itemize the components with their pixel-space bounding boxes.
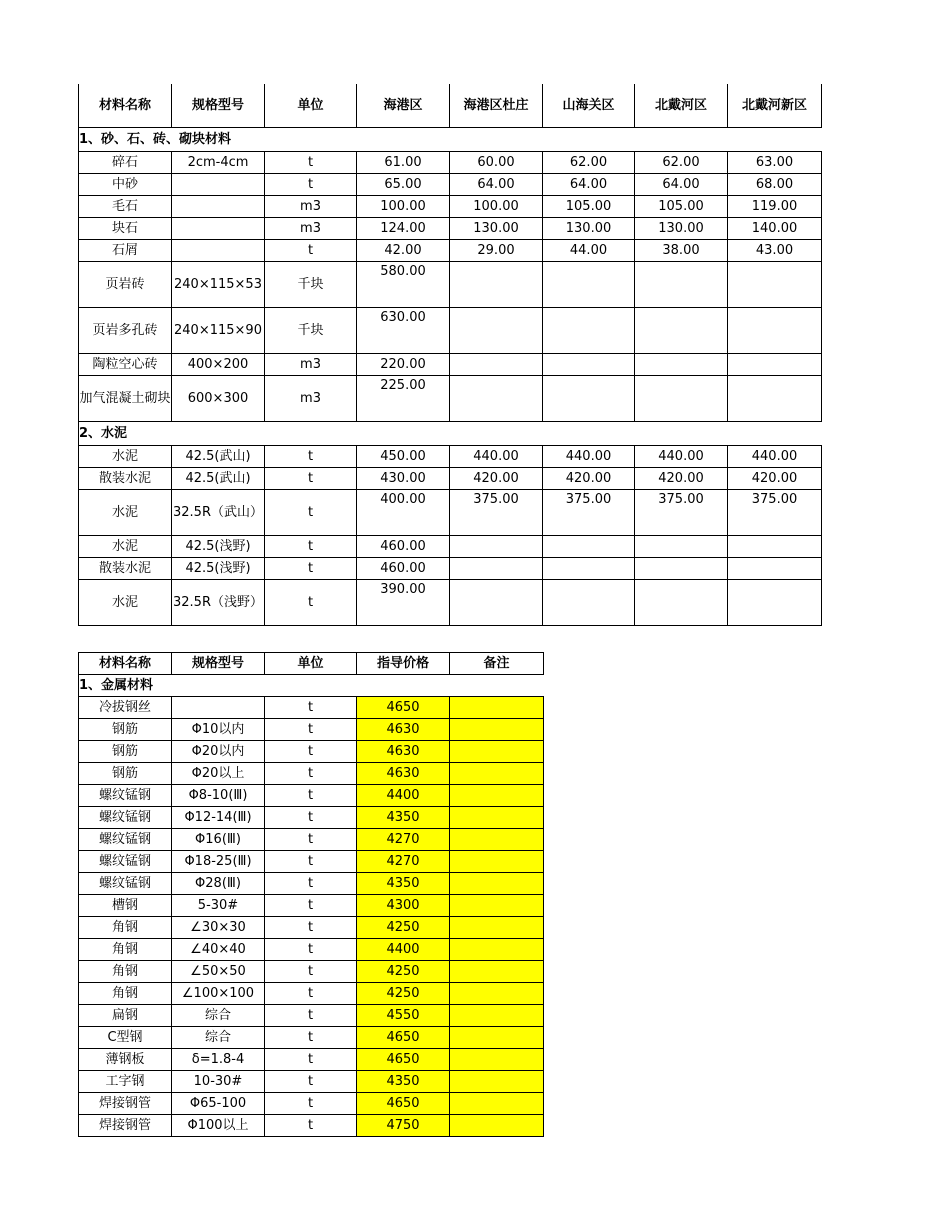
column-header: 规格型号 bbox=[172, 653, 265, 675]
table-cell bbox=[450, 917, 544, 939]
section-row bbox=[79, 128, 822, 152]
table-cell: 32.5R（浅野） bbox=[172, 580, 265, 626]
table-row bbox=[79, 308, 822, 354]
table-cell bbox=[450, 939, 544, 961]
table-cell: 4250 bbox=[357, 961, 450, 983]
table-cell bbox=[728, 262, 822, 308]
table-cell: Φ28(Ⅲ) bbox=[172, 873, 265, 895]
table-cell bbox=[450, 763, 544, 785]
table-cell: 420.00 bbox=[728, 468, 822, 490]
table-cell: Φ10以内 bbox=[172, 719, 265, 741]
column-header: 单位 bbox=[265, 653, 357, 675]
table-cell: 4270 bbox=[357, 851, 450, 873]
table-cell: 角钢 bbox=[79, 983, 172, 1005]
column-header: 材料名称 bbox=[79, 653, 172, 675]
table-cell bbox=[543, 308, 635, 354]
table-cell: 页岩多孔砖 bbox=[79, 308, 172, 354]
table-cell: 375.00 bbox=[543, 490, 635, 536]
table-cell: t bbox=[265, 873, 357, 895]
table-cell: ∠30×30 bbox=[172, 917, 265, 939]
table-cell: 124.00 bbox=[357, 218, 450, 240]
table-cell: 4300 bbox=[357, 895, 450, 917]
table-cell: 65.00 bbox=[357, 174, 450, 196]
column-header: 单位 bbox=[265, 84, 357, 128]
table-header-row bbox=[79, 84, 822, 128]
table-cell bbox=[635, 558, 728, 580]
table-cell: 105.00 bbox=[635, 196, 728, 218]
table-row bbox=[79, 895, 544, 917]
table-row bbox=[79, 580, 822, 626]
table-cell: t bbox=[265, 719, 357, 741]
table-cell: ∠100×100 bbox=[172, 983, 265, 1005]
table-row bbox=[79, 468, 822, 490]
table-cell bbox=[450, 262, 543, 308]
table-cell bbox=[450, 895, 544, 917]
table-cell: 4250 bbox=[357, 983, 450, 1005]
table-cell bbox=[450, 719, 544, 741]
table-cell: 碎石 bbox=[79, 152, 172, 174]
table-cell: 62.00 bbox=[635, 152, 728, 174]
table-row bbox=[79, 763, 544, 785]
table-cell: Φ100以上 bbox=[172, 1115, 265, 1137]
table-cell: 4400 bbox=[357, 785, 450, 807]
table-row bbox=[79, 961, 544, 983]
table-cell: 130.00 bbox=[543, 218, 635, 240]
table-cell: 60.00 bbox=[450, 152, 543, 174]
table-cell: 64.00 bbox=[543, 174, 635, 196]
table-cell bbox=[635, 308, 728, 354]
table-cell: 散装水泥 bbox=[79, 468, 172, 490]
table-cell bbox=[450, 558, 543, 580]
table-row bbox=[79, 1027, 544, 1049]
table-row bbox=[79, 354, 822, 376]
table-cell: 63.00 bbox=[728, 152, 822, 174]
table-cell bbox=[450, 1115, 544, 1137]
table-cell: t bbox=[265, 490, 357, 536]
table-cell bbox=[450, 785, 544, 807]
table-cell: 石屑 bbox=[79, 240, 172, 262]
table-cell bbox=[543, 354, 635, 376]
table-row bbox=[79, 697, 544, 719]
table-cell: t bbox=[265, 1005, 357, 1027]
table-cell bbox=[450, 829, 544, 851]
table-cell: 225.00 bbox=[357, 376, 450, 422]
table-row bbox=[79, 807, 544, 829]
table-cell: m3 bbox=[265, 354, 357, 376]
table-cell bbox=[543, 536, 635, 558]
table-cell: t bbox=[265, 807, 357, 829]
table-cell: 水泥 bbox=[79, 536, 172, 558]
table-cell: 4750 bbox=[357, 1115, 450, 1137]
table-cell: Φ16(Ⅲ) bbox=[172, 829, 265, 851]
guide-price-table bbox=[78, 652, 544, 1137]
table-cell: 375.00 bbox=[728, 490, 822, 536]
table-cell: 240×115×90 bbox=[172, 308, 265, 354]
table-cell bbox=[450, 873, 544, 895]
table-cell: 焊接钢管 bbox=[79, 1115, 172, 1137]
table-cell: 440.00 bbox=[635, 446, 728, 468]
table-cell: 43.00 bbox=[728, 240, 822, 262]
table-cell: 400×200 bbox=[172, 354, 265, 376]
table-row bbox=[79, 446, 822, 468]
table-cell: ∠50×50 bbox=[172, 961, 265, 983]
table-cell: 64.00 bbox=[635, 174, 728, 196]
table-cell bbox=[450, 354, 543, 376]
table-cell bbox=[172, 240, 265, 262]
table-cell: 630.00 bbox=[357, 308, 450, 354]
table-cell bbox=[728, 376, 822, 422]
table-cell bbox=[635, 354, 728, 376]
table-row bbox=[79, 741, 544, 763]
table-cell: t bbox=[265, 152, 357, 174]
table-cell bbox=[728, 536, 822, 558]
table-row bbox=[79, 1049, 544, 1071]
table-cell: 4270 bbox=[357, 829, 450, 851]
section-row bbox=[79, 422, 822, 446]
table-cell bbox=[450, 1071, 544, 1093]
table-cell bbox=[450, 376, 543, 422]
table-cell bbox=[450, 697, 544, 719]
table-cell bbox=[450, 983, 544, 1005]
table-cell: t bbox=[265, 939, 357, 961]
table-cell: 页岩砖 bbox=[79, 262, 172, 308]
table-cell bbox=[728, 580, 822, 626]
column-header: 规格型号 bbox=[172, 84, 265, 128]
table-cell: 螺纹锰钢 bbox=[79, 851, 172, 873]
table-cell bbox=[450, 1049, 544, 1071]
table-cell: t bbox=[265, 851, 357, 873]
table-cell: t bbox=[265, 697, 357, 719]
table-cell: 陶粒空心砖 bbox=[79, 354, 172, 376]
table-row bbox=[79, 376, 822, 422]
table-cell: 600×300 bbox=[172, 376, 265, 422]
table-cell bbox=[450, 308, 543, 354]
table-cell: 10-30# bbox=[172, 1071, 265, 1093]
table-cell: 水泥 bbox=[79, 446, 172, 468]
table-cell: 4650 bbox=[357, 697, 450, 719]
table-cell: 角钢 bbox=[79, 917, 172, 939]
table-cell: t bbox=[265, 917, 357, 939]
table-cell: 100.00 bbox=[450, 196, 543, 218]
table-cell bbox=[450, 1005, 544, 1027]
column-header: 北戴河新区 bbox=[728, 84, 822, 128]
table-row bbox=[79, 829, 544, 851]
table-cell: 68.00 bbox=[728, 174, 822, 196]
regional-price-table bbox=[78, 84, 822, 626]
table-row bbox=[79, 851, 544, 873]
table-cell: 420.00 bbox=[635, 468, 728, 490]
table-cell: 角钢 bbox=[79, 939, 172, 961]
table-cell: 4650 bbox=[357, 1027, 450, 1049]
table-cell bbox=[635, 580, 728, 626]
table-cell: δ=1.8-4 bbox=[172, 1049, 265, 1071]
table-cell bbox=[728, 558, 822, 580]
table-cell: C型钢 bbox=[79, 1027, 172, 1049]
table-cell: 4630 bbox=[357, 719, 450, 741]
table-cell: 220.00 bbox=[357, 354, 450, 376]
column-header: 备注 bbox=[450, 653, 544, 675]
table-cell: 32.5R（武山） bbox=[172, 490, 265, 536]
table-cell: 4400 bbox=[357, 939, 450, 961]
table-cell: 钢筋 bbox=[79, 763, 172, 785]
table-row bbox=[79, 719, 544, 741]
table-cell: t bbox=[265, 174, 357, 196]
table-cell: 冷拔钢丝 bbox=[79, 697, 172, 719]
table-cell: 钢筋 bbox=[79, 719, 172, 741]
table-cell: 430.00 bbox=[357, 468, 450, 490]
column-header: 材料名称 bbox=[79, 84, 172, 128]
table-cell: 62.00 bbox=[543, 152, 635, 174]
column-header: 指导价格 bbox=[357, 653, 450, 675]
table-cell: t bbox=[265, 1049, 357, 1071]
table-cell: 螺纹锰钢 bbox=[79, 829, 172, 851]
section-title: 2、水泥 bbox=[79, 422, 822, 446]
table-cell: 38.00 bbox=[635, 240, 728, 262]
table-row bbox=[79, 240, 822, 262]
table-cell bbox=[450, 536, 543, 558]
table-cell: 5-30# bbox=[172, 895, 265, 917]
table-cell: 千块 bbox=[265, 308, 357, 354]
table-cell: 4350 bbox=[357, 807, 450, 829]
table-row bbox=[79, 558, 822, 580]
table-cell bbox=[450, 851, 544, 873]
table-cell: 140.00 bbox=[728, 218, 822, 240]
table-cell: 29.00 bbox=[450, 240, 543, 262]
table-cell: 角钢 bbox=[79, 961, 172, 983]
table-row bbox=[79, 1005, 544, 1027]
table-cell: 61.00 bbox=[357, 152, 450, 174]
column-header: 海港区杜庄 bbox=[450, 84, 543, 128]
table-cell: 44.00 bbox=[543, 240, 635, 262]
column-header: 北戴河区 bbox=[635, 84, 728, 128]
table-cell: 42.5(武山) bbox=[172, 468, 265, 490]
table-cell: Φ8-10(Ⅲ) bbox=[172, 785, 265, 807]
table-cell: 散装水泥 bbox=[79, 558, 172, 580]
table-row bbox=[79, 939, 544, 961]
table-cell: 440.00 bbox=[543, 446, 635, 468]
table-cell: 4650 bbox=[357, 1049, 450, 1071]
table-cell: 4630 bbox=[357, 741, 450, 763]
table-cell: m3 bbox=[265, 196, 357, 218]
table-cell: 130.00 bbox=[635, 218, 728, 240]
table-cell: 加气混凝土砌块 bbox=[79, 376, 172, 422]
table-cell bbox=[543, 558, 635, 580]
table-row bbox=[79, 1093, 544, 1115]
table-cell: 400.00 bbox=[357, 490, 450, 536]
table-cell: m3 bbox=[265, 376, 357, 422]
table-cell: t bbox=[265, 240, 357, 262]
table-cell: Φ20以内 bbox=[172, 741, 265, 763]
table-cell: t bbox=[265, 895, 357, 917]
table-cell: 中砂 bbox=[79, 174, 172, 196]
table-cell: t bbox=[265, 983, 357, 1005]
table-cell: 毛石 bbox=[79, 196, 172, 218]
table-cell: 钢筋 bbox=[79, 741, 172, 763]
table-cell: 块石 bbox=[79, 218, 172, 240]
table-cell: 375.00 bbox=[635, 490, 728, 536]
table-cell: 119.00 bbox=[728, 196, 822, 218]
table-cell: 焊接钢管 bbox=[79, 1093, 172, 1115]
table-cell: 2cm-4cm bbox=[172, 152, 265, 174]
table-cell: t bbox=[265, 785, 357, 807]
table-cell: 4350 bbox=[357, 873, 450, 895]
table-cell bbox=[450, 1027, 544, 1049]
table-cell: 综合 bbox=[172, 1005, 265, 1027]
section-title: 1、砂、石、砖、砌块材料 bbox=[79, 128, 822, 152]
table-cell: 4630 bbox=[357, 763, 450, 785]
table-row bbox=[79, 218, 822, 240]
table-row bbox=[79, 873, 544, 895]
table-row bbox=[79, 785, 544, 807]
table-cell: 240×115×53 bbox=[172, 262, 265, 308]
table-row bbox=[79, 1071, 544, 1093]
table-cell: 440.00 bbox=[728, 446, 822, 468]
table-cell: ∠40×40 bbox=[172, 939, 265, 961]
table-cell: 390.00 bbox=[357, 580, 450, 626]
table-cell: t bbox=[265, 829, 357, 851]
table-cell bbox=[635, 262, 728, 308]
table-cell: 42.5(浅野) bbox=[172, 536, 265, 558]
table-row bbox=[79, 536, 822, 558]
table-cell: 460.00 bbox=[357, 558, 450, 580]
table-cell: 千块 bbox=[265, 262, 357, 308]
table-cell: 4550 bbox=[357, 1005, 450, 1027]
table-cell: Φ65-100 bbox=[172, 1093, 265, 1115]
table-cell: 64.00 bbox=[450, 174, 543, 196]
section-title: 1、金属材料 bbox=[79, 675, 544, 697]
table-cell: 450.00 bbox=[357, 446, 450, 468]
table-cell bbox=[172, 218, 265, 240]
table-cell: t bbox=[265, 580, 357, 626]
table-cell: Φ12-14(Ⅲ) bbox=[172, 807, 265, 829]
table-cell: t bbox=[265, 741, 357, 763]
table-cell bbox=[450, 807, 544, 829]
table-cell bbox=[450, 580, 543, 626]
table-cell: Φ18-25(Ⅲ) bbox=[172, 851, 265, 873]
table-cell: 槽钢 bbox=[79, 895, 172, 917]
table-row bbox=[79, 1115, 544, 1137]
table-cell: m3 bbox=[265, 218, 357, 240]
table-cell: 4650 bbox=[357, 1093, 450, 1115]
table-cell bbox=[543, 262, 635, 308]
table-row bbox=[79, 983, 544, 1005]
table-cell bbox=[543, 376, 635, 422]
table-cell bbox=[172, 174, 265, 196]
section-row bbox=[79, 675, 544, 697]
table-cell: 100.00 bbox=[357, 196, 450, 218]
table-cell: 扁钢 bbox=[79, 1005, 172, 1027]
table-cell: 水泥 bbox=[79, 490, 172, 536]
table-row bbox=[79, 262, 822, 308]
table-row bbox=[79, 152, 822, 174]
table-cell bbox=[635, 376, 728, 422]
table-cell: 综合 bbox=[172, 1027, 265, 1049]
table-cell bbox=[450, 1093, 544, 1115]
table-row bbox=[79, 174, 822, 196]
table-cell: Φ20以上 bbox=[172, 763, 265, 785]
table-cell: 薄钢板 bbox=[79, 1049, 172, 1071]
table-cell bbox=[635, 536, 728, 558]
table-cell: t bbox=[265, 1093, 357, 1115]
table-cell: 水泥 bbox=[79, 580, 172, 626]
table-cell: t bbox=[265, 468, 357, 490]
table-cell bbox=[450, 741, 544, 763]
table-cell: t bbox=[265, 446, 357, 468]
table-cell: t bbox=[265, 1027, 357, 1049]
table-cell: 460.00 bbox=[357, 536, 450, 558]
table-cell: 42.00 bbox=[357, 240, 450, 262]
table-cell bbox=[728, 308, 822, 354]
table-cell: 105.00 bbox=[543, 196, 635, 218]
table-row bbox=[79, 917, 544, 939]
table-cell: 42.5(武山) bbox=[172, 446, 265, 468]
table-cell: 螺纹锰钢 bbox=[79, 873, 172, 895]
table-cell bbox=[450, 961, 544, 983]
table-cell: 375.00 bbox=[450, 490, 543, 536]
table-cell: 螺纹锰钢 bbox=[79, 785, 172, 807]
table-cell: t bbox=[265, 961, 357, 983]
table-cell bbox=[172, 196, 265, 218]
table-cell: t bbox=[265, 1071, 357, 1093]
table-cell bbox=[728, 354, 822, 376]
table-cell: 4250 bbox=[357, 917, 450, 939]
table-cell: 130.00 bbox=[450, 218, 543, 240]
table-cell: 工字钢 bbox=[79, 1071, 172, 1093]
table-cell: t bbox=[265, 763, 357, 785]
table-cell bbox=[172, 697, 265, 719]
table-cell: 420.00 bbox=[543, 468, 635, 490]
table-cell: 4350 bbox=[357, 1071, 450, 1093]
column-header: 海港区 bbox=[357, 84, 450, 128]
table-cell: 420.00 bbox=[450, 468, 543, 490]
table-cell: t bbox=[265, 558, 357, 580]
column-header: 山海关区 bbox=[543, 84, 635, 128]
table-row bbox=[79, 196, 822, 218]
table-cell: 440.00 bbox=[450, 446, 543, 468]
table-cell: 580.00 bbox=[357, 262, 450, 308]
table-cell: 42.5(浅野) bbox=[172, 558, 265, 580]
table-cell bbox=[543, 580, 635, 626]
table-cell: t bbox=[265, 1115, 357, 1137]
table-cell: 螺纹锰钢 bbox=[79, 807, 172, 829]
table-row bbox=[79, 490, 822, 536]
table-header-row bbox=[79, 653, 544, 675]
table-cell: t bbox=[265, 536, 357, 558]
